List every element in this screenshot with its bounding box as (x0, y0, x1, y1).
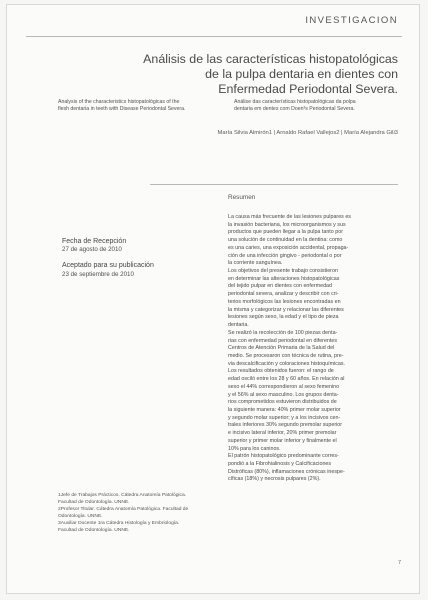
resumen-heading: Resumen (228, 194, 256, 201)
footnote-line: 2Profesor Titular. Cátedra Anatomía Patológica. Facultad de (58, 507, 189, 512)
body-line: y segundo molar superior; y a los incisivos cen- (228, 414, 341, 421)
body-line: rios comprometidos estuvieron distribuidos de (228, 399, 337, 406)
body-line: 10% para los caninos. (228, 445, 281, 452)
body-line: en determinar las alteraciones histopatológicas (228, 275, 340, 282)
footnote-line: Facultad de Odontología. UNNE. (58, 528, 130, 533)
body-line: es una caries, una exposición accidental, propaga- (228, 244, 349, 251)
body-line: Centros de Atención Primaria de la Salud del (228, 345, 335, 352)
body-line: via descalcificación y coloraciones histoquímicas. (228, 360, 346, 367)
resumen-divider (150, 184, 398, 185)
portuguese-title (234, 99, 396, 113)
english-title-line: flesh dentaria in teeth with Disease Periodontal Severa. (58, 106, 186, 112)
reception-date: 27 de agosto de 2010 (62, 246, 122, 254)
title-line: Análisis de las características histopatológicas (143, 52, 398, 66)
body-line: El patrón histopatológico predominante corres- (228, 453, 339, 460)
body-line: periodontal severa, analizar y describir con cri- (228, 291, 339, 298)
body-line: la corriente sanguínea. (228, 260, 283, 267)
header-divider (26, 36, 402, 37)
body-line: La causa más frecuente de las lesiones pulpares es (228, 214, 351, 220)
body-line: trales inferiores 30% segundo premolar superior (228, 422, 343, 429)
body-line: edad osciló entre los 28 y 60 años. En relación al (228, 376, 345, 383)
body-line: Se realizó la recolección de 100 piezas denta- (228, 329, 338, 336)
body-line: la invasión bacteriana, los microorganismos y sus (228, 221, 346, 228)
body-line: e incisivo lateral inferior, 20% primer premolar (228, 430, 337, 437)
body-line: superior y primer molar inferior y finalmente el (228, 437, 337, 444)
portuguese-title-line: dentaria em dentes com Doen³s Periodontal Severa. (234, 106, 355, 112)
english-title (58, 99, 210, 113)
body-line: medio. Se procesaron con técnica de rutina, pre- (228, 352, 344, 359)
resumen-body (228, 214, 398, 484)
body-line: rias con enfermedad periodontal en diferentes (228, 337, 338, 344)
body-line: Distróficas (80%), inflamaciones crónicas inespe- (228, 468, 345, 475)
body-line: productos que pueden llegar a la pulpa tanto por (228, 229, 343, 236)
body-line: sexo el 44% correspondieron al sexo femenino (228, 383, 340, 390)
footnote-line: Facultad de Odontología. UNNE. (58, 500, 130, 505)
authors-line: María Silvia Almirón1 | Arnaldo Rafael Vallejos2 | María Alejandra Gili3 (217, 130, 398, 136)
dates-block (62, 238, 154, 281)
body-line: la misma y categorizar y relacionar las diferentes (228, 306, 344, 313)
body-line: y el 56% al sexo masculino. Los grupos denta- (228, 391, 339, 398)
body-line: la siguiente manera: 40% primer molar superior (228, 406, 341, 413)
title-line: de la pulpa dentaria en dientes con (205, 67, 398, 82)
footnote-line: 1Jefe de Trabajos Prácticos. Cátedra Anatomía Patológica. (58, 493, 187, 498)
page-number: 7 (398, 560, 402, 566)
body-line: Los objetivos del presente trabajo consistieron (228, 268, 338, 275)
accepted-label: Aceptado para su publicación (62, 262, 154, 270)
body-line: cíficas (18%) y necrosis pulpares (2%). (228, 476, 321, 483)
body-line: Los resultados obtenidos fueron: el rango de (228, 368, 334, 375)
body-line: una solución de continuidad en la dentina: como (228, 237, 343, 244)
title-line: Enfermedad Periodontal Severa. (218, 82, 398, 97)
body-line: lesiones según sexo, la edad y el tipo de pieza (228, 314, 339, 321)
footnote-line: Odontología. UNNE. (58, 514, 103, 519)
body-line: pondió a la Fibrohialinosis y Calcificaciones (228, 461, 332, 467)
author-footnotes (58, 492, 208, 534)
footnote-line: 3Auxiliar Docente 1ra Cátedra Histología y Embriología. (58, 521, 180, 526)
portuguese-title-line: Análise das características histopatológicas da polpa (234, 99, 356, 105)
body-line: del tejido pulpar en dientes con enfermedad (228, 283, 332, 290)
accepted-date: 23 de septiembre de 2010 (62, 270, 134, 278)
section-label: INVESTIGACION (305, 15, 398, 26)
article-title (58, 52, 398, 98)
body-line: ción de una infección gingivo - periodontal o por (228, 252, 342, 259)
body-line: dentaria. (228, 322, 249, 329)
reception-label: Fecha de Recepción (62, 238, 127, 245)
english-title-line: Analysis of the characteristics histopatológicas of the (58, 99, 180, 105)
body-line: terios morfológicos las lesiones encontradas en (228, 298, 341, 305)
